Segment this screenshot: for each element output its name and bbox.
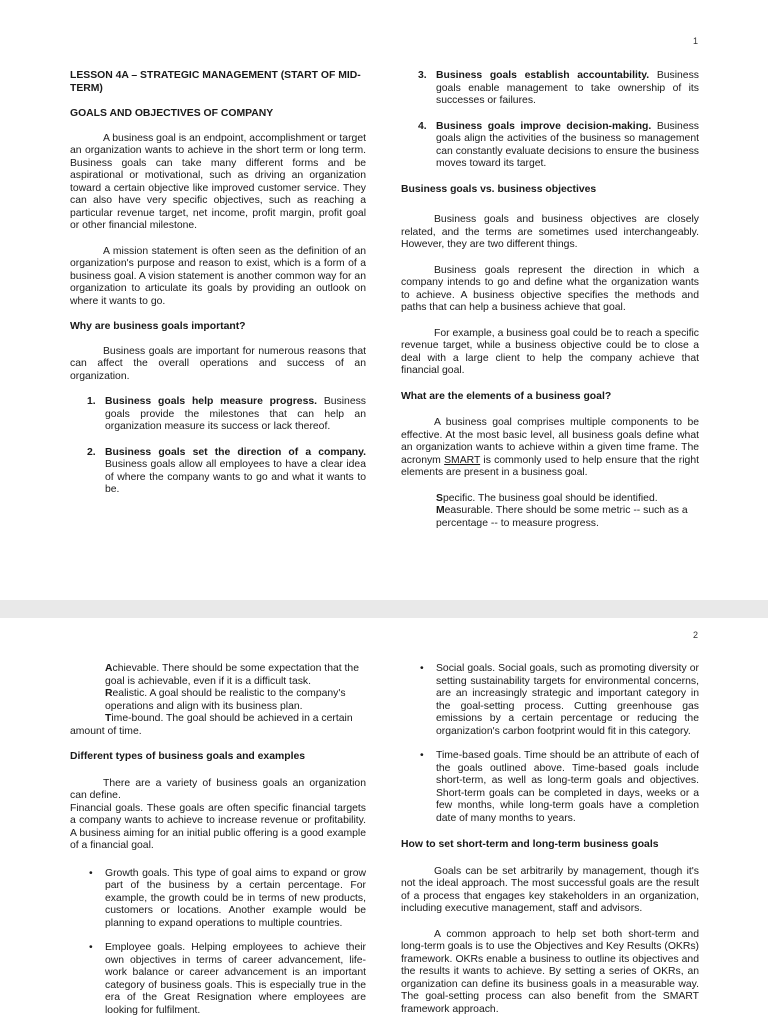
list-item: • Social goals. Social goals, such as promoting diversity or setting sustainability targets for environmental concerns, are an increasingly strategic and important category in the goal-setting process. Cutting greenhouse gas emissions by a certain percentage or reducing the organization's carbon footprint would fit in this category. xyxy=(420,663,699,737)
why-paragraph: Business goals are important for numerous reasons that can affect the overall operations and success of an organization. xyxy=(70,345,366,382)
bullet-icon: • xyxy=(89,867,93,879)
page1-left-column xyxy=(70,70,366,510)
smart-item: Realistic. A goal should be realistic to the company's operations and align with its business plan. xyxy=(105,688,346,712)
page-number: 1 xyxy=(692,36,698,46)
smart-item: Measurable. There should be some metric -- such as a percentage -- to measure progress. xyxy=(436,505,688,529)
page2-left-column xyxy=(70,663,366,1029)
smart-acronym: SMART xyxy=(444,454,481,466)
list-item: 1. Business goals help measure progress. Business goals provide the milestones that can help an organization measure its success or lack thereof. xyxy=(87,396,366,432)
page-separator xyxy=(0,600,768,618)
elements-heading: What are the elements of a business goal? xyxy=(401,390,612,402)
intro-paragraph-1: A business goal is an endpoint, accomplishment or target an organization wants to achieve in the short term or long term. Business goals can take many different forms and be aspirational or motivational, such as driving an organization toward a certain objective like improved customer service. They can also have very specific objectives, such as reaching a particular revenue target, net income, profit margin, profit goal or other financial milestone. xyxy=(70,132,366,231)
howto-paragraph-2: A common approach to help set both short-term and long-term goals is to use the Objectives and Key Results (OKRs) framework. OKRs enable a business to outline its objectives and the results it wants to achieve. By setting a series of OKRs, an organization can define its business goals in a measurable way. The goal-setting process can also benefit from the SMART framework approach. xyxy=(401,928,699,1015)
types-paragraph-1: There are a variety of business goals an organization can define. xyxy=(70,777,366,801)
smart-item: Specific. The business goal should be identified. xyxy=(436,492,658,504)
list-item: 2. Business goals set the direction of a company. Business goals allow all employees to have a clear idea of where the company wants to go and what it wants to be. xyxy=(87,446,366,495)
types-heading: Different types of business goals and examples xyxy=(70,751,306,762)
why-heading: Why are business goals important? xyxy=(70,321,246,332)
vs-paragraph-3: For example, a business goal could be to reach a specific revenue target, while a business objective could be to close a deal with a large client to help the company achieve that financial goal. xyxy=(401,327,699,376)
bullet-icon: • xyxy=(420,663,424,674)
types-paragraph-2: Financial goals. These goals are often specific financial targets a company wants to achieve to increase revenue or profitability. A business aiming for an initial public offering is a good example of a financial goal. xyxy=(70,802,366,851)
list-item: • Growth goals. This type of goal aims to expand or grow part of the business by a certain percentage. For example, the growth could be in terms of new products, customers or locations. Another example would be planning to expand operations to multiple countries. xyxy=(89,867,366,929)
smart-item: Time-bound. The goal should be achieved in a certain amount of time. xyxy=(70,713,353,737)
list-item: 4. Business goals improve decision-making. Business goals align the activities of the business so management can constantly evaluate decisions to ensure the business moves toward its target. xyxy=(418,120,699,169)
bullet-icon: • xyxy=(420,750,424,761)
document-page-2 xyxy=(0,618,768,1024)
section-heading: GOALS AND OBJECTIVES OF COMPANY xyxy=(70,108,274,119)
lesson-title: LESSON 4A – STRATEGIC MANAGEMENT (START OF MID-TERM) xyxy=(70,70,361,94)
elements-paragraph: A business goal comprises multiple components to be effective. At the most basic level, all business goals define what an organization wants to achieve within a given time frame. The acronym SMART is commonly used to help ensure that the right elements are present in a business goal. xyxy=(401,417,700,478)
bullet-icon: • xyxy=(89,942,93,953)
list-item: 3. Business goals establish accountability. Business goals enable management to take ownership of its successes or failures. xyxy=(418,70,699,106)
smart-list-continued xyxy=(70,663,366,738)
page-number: 2 xyxy=(692,630,698,640)
smart-item: Achievable. There should be some expectation that the goal is achievable, even if it is a difficult task. xyxy=(105,663,359,687)
smart-list xyxy=(401,493,699,531)
list-item: • Employee goals. Helping employees to achieve their own objectives in terms of career advancement, life-work balance or career advancement is an important category of business goals. This is especially true in the era of the Great Resignation where employees are looking for fulfilment. xyxy=(89,942,366,1016)
howto-heading: How to set short-term and long-term business goals xyxy=(401,839,659,850)
howto-paragraph-1: Goals can be set arbitrarily by management, though it's not the ideal approach. The most successful goals are the result of a process that engages key stakeholders in an organization, including executive management, staff and advisors. xyxy=(401,865,699,914)
vs-heading: Business goals vs. business objectives xyxy=(401,183,597,195)
intro-paragraph-2: A mission statement is often seen as the definition of an organization's purpose and reason to exist, which is a form of a business goal. A vision statement is another common way for an organization to articulate its goals by providing an outlook on where it wants to go. xyxy=(70,245,366,307)
vs-paragraph-1: Business goals and business objectives are closely related, and the terms are sometimes used interchangeably. However, they are two different things. xyxy=(401,214,699,250)
list-item: • Time-based goals. Time should be an attribute of each of the goals outlined above. Time-based goals include short-term, as well as long-term goals and objectives. Short-term goals can be completed in days, weeks or a few months, while long-term goals have a completion date of many months to years. xyxy=(420,750,699,824)
page2-right-column xyxy=(401,663,699,1029)
page1-right-column xyxy=(401,70,699,530)
vs-paragraph-2: Business goals represent the direction in which a company intends to go and define what the organization wants to achieve. A business objective specifies the methods and paths that can help a business achieve that goal. xyxy=(401,264,699,313)
